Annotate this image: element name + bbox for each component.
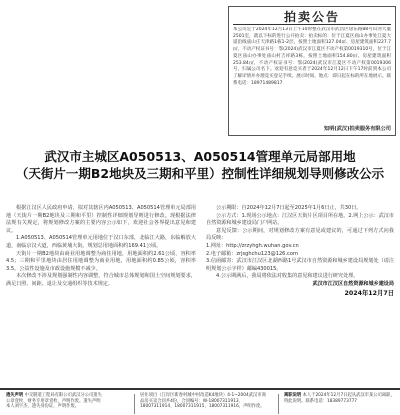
- notice-paragraph: 根据江汉区人民政府申请，拟对其辖区内A050513、A050514管理单元局部用地（天街片一期B2地块及三期和平里）控制性详细规划导则进行修改。现根据法律法规有关规定，将规划修改方案的主要内容公示如下，欢迎社会各界提出意见和建议。: [6, 205, 196, 234]
- footer-box-title: 遗失声明: [6, 393, 24, 398]
- footer-divider: [278, 394, 279, 414]
- notice-title: [0, 148, 400, 182]
- footer-box-text: 居住项目（江岸区新春村城中村改造K4地块）4-1~2004武汉市商品房买卖合同共4份，合同编号：W-18007311913、18007311914、18007311915、18007311916，声明作废。: [140, 393, 266, 410]
- notice-title-line2: （天街片一期B2地块及三期和平里）控制性详细规划导则修改公示: [15, 166, 385, 181]
- notice-date: 2024年12月7日: [344, 289, 394, 297]
- notice-signature: 武汉市江汉区自然资源和城乡建设局: [312, 280, 394, 287]
- notice-title-line1: 武汉市主城区A050513、A050514管理单元局部用地: [44, 149, 356, 164]
- notice-mail-line: 3.信函邮寄：武汉市江汉区北湖西路1号武汉市自然资源和城乡建设局规划处（请注明规划公示字样）邮编430015。: [206, 258, 394, 272]
- notice-email-line: 2.电子邮箱：zrjsghchu123@126.com: [206, 250, 298, 257]
- footer-box-resignation: [284, 393, 396, 404]
- auction-notice: [228, 6, 396, 136]
- notice-website-line: 1.网址：http://zrzyhgh.wuhan.gov.cn: [206, 242, 299, 249]
- notice-paragraph: 1.A050513、A050514管理单元用地位于汉口东部，北临江大路，东临解放大道，南临京汉大道，西临黄埔大街。规划总用地面积约169.41公顷。: [6, 235, 196, 249]
- classified-footer: [0, 388, 400, 415]
- notice-body: [6, 205, 394, 385]
- notice-paragraph: 公示方式：1.现场公示地点：江汉区天街片区项目所在地。2.网上公示：武汉市自然资源和城乡建设局门户网站。: [206, 212, 394, 227]
- notice-paragraph: 本次修改不涉及规划强制性内容调整，符合城市总体规划和国土空间规划要求，满足日照、间距、退让及交通组织等技术规定。: [6, 273, 196, 287]
- auction-title: 拍卖公告: [233, 9, 391, 25]
- footer-divider: [134, 394, 135, 414]
- notice-paragraph: 公示期限：自2024年12月7日起至2025年1月6日止，共30日。: [216, 205, 362, 211]
- footer-box-text: 中交隧道工程局有限公司武汉分公司遗失公章壹枚、财务专用章壹枚，声明作废。遗失声明 本人刘宇杰，遗失身份证，声明作废。: [6, 393, 102, 410]
- footer-box-contract-statement: [140, 393, 268, 410]
- footer-box-title: 离职说明: [284, 393, 302, 398]
- notice-paragraph: 意见反馈：公示期间，对规划修改方案有意见或建议的，可通过下列方式向我局反映：: [206, 227, 394, 242]
- notice-paragraph: 天街片一期B2地块由商业用地调整为商住用地，用地面积约2.61公顷，容积率4.5；三期和平里地块由居住用地调整为商业用地，用地面积约0.85公顷，容积率3.5。公益性设施及市政设施规模不减少。: [6, 250, 196, 272]
- footer-box-text: 本人于2024年12月7日起从武汉市某公司离职，特此说明。联系电话：18389773777: [284, 393, 395, 404]
- notice-right-column: [206, 205, 394, 299]
- notice-left-column: [6, 205, 196, 289]
- auction-signature: 知明(武汉)拍卖服务有限公司: [324, 126, 391, 132]
- footer-box-lost-statement: [6, 393, 102, 410]
- auction-body: 本公司定于2024年12月13日上午10时整在武汉市武昌区徐东路88号山河大厦2501室，就以下标的进行公开拍卖：拍卖标的：位于江夏区庙山办事处江夏大道沿线庙山庄天津路1栋1-2层，按照土地面积127.04㎡、房屋建筑面积227.7㎡，不动产权证书号：鄂(2024)武汉市江夏区不动产权第0019310号，位于江夏区庙山办事处庙山村吉祥路3栋，按照土地面积154.80㎡、房屋建筑面积253.84㎡，不动产权证书号：鄂(2024)武汉市江夏区不动产权第0019306号，归属公司名下。欢迎有意竞买者于2024年12月12日下午17时前到本公司了解详情并办理竞买登记手续。展示时间、地点：即日起在标的所在地展示。联系电话：18971489817: [233, 27, 391, 86]
- notice-paragraph: 4.公示期满后，我局将依法对收集的意见和建议进行研究处理。: [216, 273, 359, 280]
